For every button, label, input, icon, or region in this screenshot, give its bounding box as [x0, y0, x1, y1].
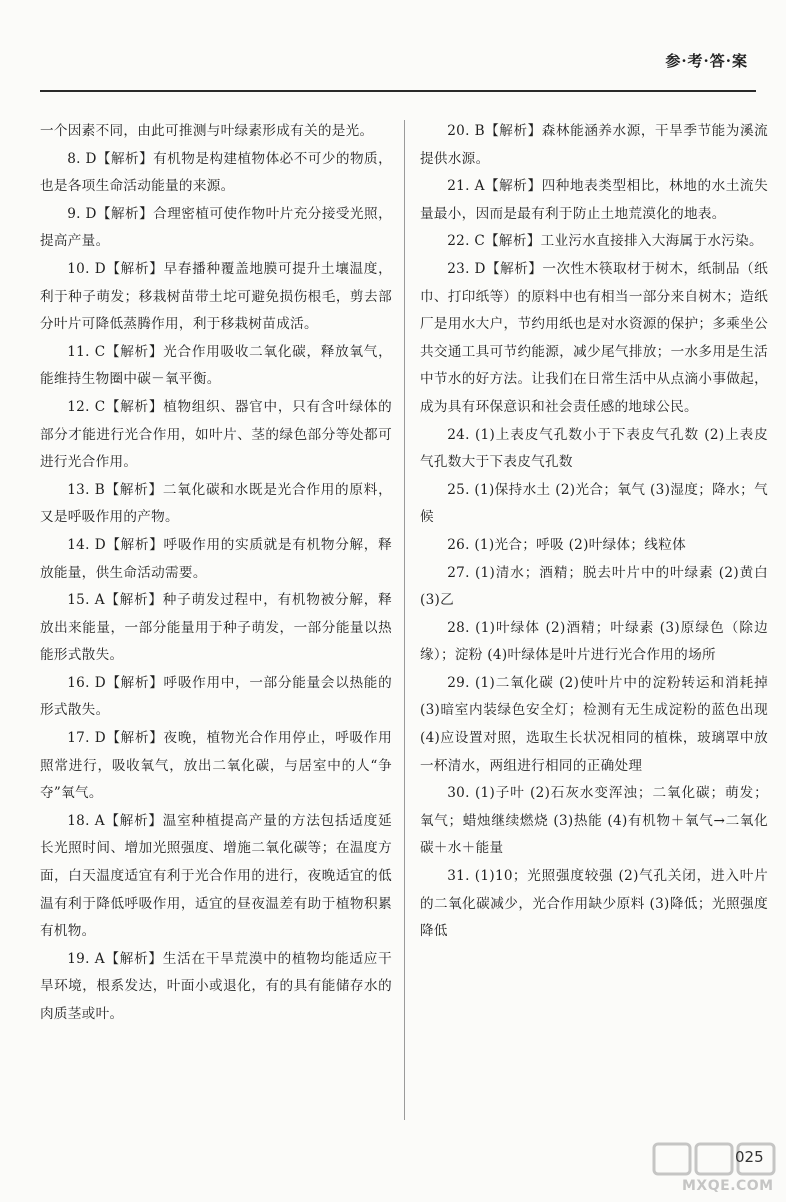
- page-header-title: 参·考·答·案: [665, 52, 748, 70]
- answer-paragraph: 11. C【解析】光合作用吸收二氧化碳，释放氧气，能维持生物圈中碳－氧平衡。: [40, 343, 392, 388]
- answer-paragraph: 22. C【解析】工业污水直接排入大海属于水污染。: [447, 233, 763, 250]
- answer-paragraph: 30. (1)子叶 (2)石灰水变浑浊；二氧化碳；萌发；氧气；蜡烛继续燃烧 (3)热能 (4)有机物＋氧气→二氧化碳＋水＋能量: [420, 785, 768, 857]
- answer-paragraph: 20. B【解析】森林能涵养水源，干旱季节能为溪流提供水源。: [420, 123, 768, 167]
- answer-paragraph: 27. (1)清水；酒精；脱去叶片中的叶绿素 (2)黄白 (3)乙: [420, 564, 768, 609]
- answer-paragraph: 25. (1)保持水土 (2)光合；氧气 (3)湿度；降水；气候: [420, 481, 768, 526]
- answer-paragraph: 29. (1)二氧化碳 (2)使叶片中的淀粉转运和消耗掉 (3)暗室内装绿色安全灯；检测有无生成淀粉的蓝色出现 (4)应设置对照，选取生长状况相同的植株，玻璃罩中放一杯清水，两组进行相同的正确处理: [420, 674, 768, 774]
- answer-paragraph: 28. (1)叶绿体 (2)酒精；叶绿素 (3)原绿色（除边缘）；淀粉 (4)叶绿体是叶片进行光合作用的场所: [420, 619, 768, 664]
- header-rule: [40, 90, 756, 92]
- answer-paragraph: 14. D【解析】呼吸作用的实质就是有机物分解，释放能量，供生命活动需要。: [40, 536, 392, 581]
- answer-paragraph: 12. C【解析】植物组织、器官中，只有含叶绿体的部分才能进行光合作用，如叶片、茎的绿色部分等处都可进行光合作用。: [40, 398, 392, 471]
- watermark-text: MXQE.COM: [682, 1178, 774, 1194]
- column-divider: [404, 120, 405, 1120]
- answer-paragraph: 8. D【解析】有机物是构建植物体必不可少的物质，也是各项生命活动能量的来源。: [40, 150, 392, 195]
- answer-paragraph: 16. D【解析】呼吸作用中，一部分能量会以热能的形式散失。: [40, 674, 392, 719]
- answer-paragraph: 18. A【解析】温室种植提高产量的方法包括适度延长光照时间、增加光照强度、增施二氧化碳等；在温度方面，白天温度适宜有利于光合作用的进行，夜晚适宜的低温有利于降低呼吸作用，适宜的昼夜温差有助于植物积累有机物。: [40, 812, 392, 940]
- right-answer-column: [420, 118, 768, 946]
- answer-paragraph: 13. B【解析】二氧化碳和水既是光合作用的原料，又是呼吸作用的产物。: [40, 481, 392, 526]
- page-number: 025: [735, 1148, 764, 1166]
- answer-paragraph: 17. D【解析】夜晚，植物光合作用停止，呼吸作用照常进行，吸收氧气，放出二氧化碳，与居室中的人“争夺”氧气。: [40, 730, 392, 802]
- answer-paragraph: 23. D【解析】一次性木筷取材于树木，纸制品（纸巾、打印纸等）的原料中也有相当一部分来自树木；造纸厂是用水大户，节约用纸也是对水资源的保护；多乘坐公共交通工具可节约能源，减少尾气排放；一水多用是生活中节水的好方法。让我们在日常生活中从点滴小事做起，成为具有环保意识和社会责任感的地球公民。: [420, 260, 768, 415]
- answer-paragraph: 一个因素不同，由此可推测与叶绿素形成有关的是光。: [40, 123, 374, 139]
- answer-paragraph: 24. (1)上表皮气孔数小于下表皮气孔数 (2)上表皮气孔数大于下表皮气孔数: [420, 426, 768, 471]
- answer-paragraph: 31. (1)10；光照强度较强 (2)气孔关闭，进入叶片的二氧化碳减少，光合作用缺少原料 (3)降低；光照强度降低: [420, 868, 768, 940]
- left-answer-column: [40, 118, 392, 1029]
- answer-paragraph: 19. A【解析】生活在干旱荒漠中的植物均能适应干旱环境，根系发达，叶面小或退化，有的具有能储存水的肉质茎或叶。: [40, 950, 392, 1022]
- answer-paragraph: 26. (1)光合；呼吸 (2)叶绿体；线粒体: [447, 536, 686, 553]
- answer-paragraph: 15. A【解析】种子萌发过程中，有机物被分解，释放出来能量，一部分能量用于种子萌发，一部分能量以热能形式散失。: [40, 592, 392, 664]
- answer-paragraph: 10. D【解析】早春播种覆盖地膜可提升土壤温度，利于种子萌发；移栽树苗带土坨可避免损伤根毛，剪去部分叶片可降低蒸腾作用，利于移栽树苗成活。: [40, 260, 392, 333]
- answer-paragraph: 9. D【解析】合理密植可使作物叶片充分接受光照，提高产量。: [40, 205, 392, 250]
- answer-paragraph: 21. A【解析】四种地表类型相比，林地的水土流失量最小，因而是最有利于防止土地荒漠化的地表。: [420, 178, 768, 222]
